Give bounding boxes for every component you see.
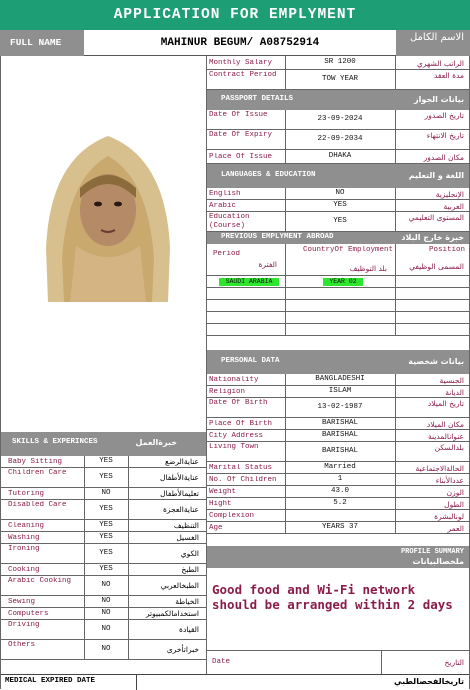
personal-row (207, 498, 470, 510)
date-divider (381, 651, 382, 674)
skill-label: Arabic Cooking (8, 577, 72, 585)
personal-row-value: 43.0 (330, 487, 349, 495)
previous-row-divider-2 (395, 324, 396, 336)
personal-row-arabic: مكان الميلاد (426, 419, 464, 429)
period-label: Period (213, 250, 241, 258)
personal-row-label: City Address (209, 431, 264, 440)
page-title: APPLICATION FOR EMPLYMENT (0, 0, 470, 30)
language-row-label: English (209, 189, 241, 198)
skill-label: Cleaning (8, 521, 45, 530)
previous-row-divider-1 (285, 300, 286, 312)
position-arabic: المسمى الوظيفي (409, 262, 464, 271)
skill-arabic: استخدامالكمبيوتر (145, 609, 199, 618)
previous-divider-1 (285, 244, 286, 276)
previous-header-title: PREVIOUS EMPLYMENT ABROAD (221, 233, 334, 241)
contract-row (207, 70, 470, 90)
previous-country: SAUDI ARABIA (219, 278, 279, 286)
languages-header-title: LANGUAGES & EDUCATION (221, 171, 316, 179)
personal-row-arabic: الوزن (446, 487, 464, 497)
skill-value: YES (99, 473, 113, 481)
date-label: Date (212, 658, 231, 666)
skill-arabic: التنظيف (173, 521, 199, 530)
personal-row-label: Complexion (209, 511, 255, 520)
language-row-arabic: المستوى التعليمي (408, 213, 464, 222)
previous-row (207, 324, 470, 336)
personal-row (207, 442, 470, 462)
previous-row-divider-2 (395, 312, 396, 324)
profile-summary-text: Good food and Wi-Fi network should be arranged within 2 days (212, 582, 453, 612)
personal-row-label: Age (209, 523, 223, 532)
skill-row (0, 468, 207, 488)
skill-value: YES (99, 505, 113, 513)
skill-arabic: عنايةالعجزة (162, 505, 199, 514)
personal-row-value: BARISHAL (321, 419, 358, 427)
previous-header (207, 232, 470, 244)
language-row-arabic: الإنجليزية (435, 189, 464, 199)
previous-period: YEAR 02 (323, 278, 363, 286)
skill-label: Sewing (8, 597, 36, 606)
skill-value: NO (101, 581, 111, 589)
skill-value: NO (101, 489, 111, 497)
personal-row-divider-1 (285, 510, 286, 522)
personal-row-arabic: بلدالسكن (434, 443, 464, 452)
personal-header (207, 350, 470, 374)
skill-arabic: عنايةالرضع (165, 457, 199, 466)
personal-row-value: 5.2 (333, 499, 347, 507)
country-arabic: بلد التوظيف (349, 264, 387, 273)
personal-row (207, 486, 470, 498)
skill-label: Baby Sitting (8, 457, 63, 466)
personal-row (207, 522, 470, 534)
previous-row-divider-1 (285, 312, 286, 324)
personal-row-label: Marital Status (209, 463, 273, 472)
skill-arabic: خبراتأخرى (166, 645, 199, 654)
personal-row (207, 462, 470, 474)
skill-label: Children Care (8, 469, 67, 477)
passport-row (207, 110, 470, 130)
skill-label: Others (8, 641, 36, 649)
personal-row-arabic: تاريخ الميلاد (427, 399, 464, 408)
medical-label: MEDICAL EXPIRED DATE (5, 677, 96, 685)
personal-row (207, 418, 470, 430)
personal-row-value: Married (324, 463, 356, 471)
personal-row-value: BANGLADESHI (315, 375, 365, 383)
personal-row-value: BARISHAL (321, 447, 358, 455)
contract-row-value: TOW YEAR (321, 75, 358, 83)
skill-row (0, 520, 207, 532)
passport-header (207, 90, 470, 110)
previous-row-divider-1 (285, 324, 286, 336)
personal-row (207, 430, 470, 442)
passport-row-value: 23-09-2024 (317, 115, 363, 123)
personal-row (207, 474, 470, 486)
personal-row-value: YEARS 37 (321, 523, 358, 531)
skill-label: Disabled Care (8, 501, 67, 509)
passport-row-label: Date Of Expiry (209, 131, 273, 139)
skill-label: Cooking (8, 565, 40, 574)
skill-row (0, 640, 207, 660)
passport-row-label: Date Of Issue (209, 111, 268, 119)
skill-arabic: القيادة (179, 625, 199, 634)
personal-row (207, 386, 470, 398)
previous-columns (207, 244, 470, 276)
skill-value: NO (101, 625, 111, 633)
language-row-value: YES (333, 217, 347, 225)
personal-row-value: 1 (337, 475, 343, 483)
language-row-arabic: العربية (443, 201, 464, 211)
skills-arabic: خبرةالعمل (135, 438, 177, 447)
language-row-label: Arabic (209, 201, 237, 210)
medical-row (0, 674, 470, 689)
personal-row-value: ISLAM (328, 387, 352, 395)
date-row (207, 650, 470, 674)
previous-header-arabic: خبرة خارج البلاد (401, 233, 464, 242)
skill-value: YES (99, 521, 113, 529)
previous-row-divider-1 (285, 276, 286, 288)
skills-header (0, 432, 207, 456)
personal-row-label: Living Town (209, 443, 259, 451)
personal-header-arabic: بيانات شخصية (408, 357, 464, 366)
skill-row (0, 488, 207, 500)
passport-row-value: DHAKA (328, 152, 352, 160)
profile-summary-title: PROFILE SUMMARY (400, 548, 464, 556)
profile-summary-header (207, 546, 470, 568)
passport-row-arabic: مكان الصدور (423, 152, 464, 162)
personal-row-arabic: لونالبشرة (434, 511, 464, 521)
skill-arabic: الكوي (180, 549, 199, 558)
skill-row (0, 620, 207, 640)
personal-row-label: Place Of Birth (209, 419, 273, 428)
salary-row-label: Monthly Salary (209, 58, 273, 67)
previous-row-divider-1 (285, 288, 286, 300)
medical-arabic: تاريخالفحصالطبي (394, 677, 464, 686)
passport-header-title: PASSPORT DETAILS (221, 95, 294, 103)
contract-row-arabic: مدة العقد (434, 71, 464, 80)
skill-arabic: تعليمالأطفال (160, 489, 199, 498)
applicant-photo (28, 118, 188, 302)
medical-divider (136, 675, 137, 690)
skill-value: YES (99, 549, 113, 557)
skill-row (0, 608, 207, 620)
skill-value: YES (99, 457, 113, 465)
salary-row (207, 56, 470, 70)
salary-row-arabic: الراتب الشهري (417, 58, 464, 68)
previous-row-divider-2 (395, 276, 396, 288)
full-name-value: MAHINUR BEGUM/ A08752914 (160, 37, 320, 49)
previous-divider-2 (395, 244, 396, 276)
previous-row (207, 288, 470, 300)
personal-row-arabic: عنوانالمدينة (428, 431, 464, 441)
period-arabic: الفترة (258, 260, 277, 269)
previous-row (207, 300, 470, 312)
personal-row-label: Religion (209, 387, 246, 396)
skill-label: Tutoring (8, 489, 45, 498)
personal-row-arabic: الحالةالاجتماعية (415, 463, 464, 473)
personal-row-label: Hight (209, 499, 232, 508)
skill-row (0, 456, 207, 468)
personal-row-arabic: عددالأبناء (435, 475, 464, 485)
skill-label: Washing (8, 533, 40, 542)
skill-value: NO (101, 645, 111, 653)
language-row (207, 200, 470, 212)
previous-row-divider-2 (395, 288, 396, 300)
skill-value: NO (101, 597, 111, 605)
skills-title: SKILLS & EXPERINCES (12, 438, 98, 446)
previous-row (207, 312, 470, 324)
skill-label: Driving (8, 621, 40, 629)
skill-label: Ironing (8, 545, 40, 553)
skill-row (0, 576, 207, 596)
language-row-label: Education (Course) (209, 213, 250, 230)
contract-row-label: Contract Period (209, 71, 277, 79)
passport-row-value: 22-09-2034 (317, 135, 363, 143)
country-label: CountryOf Employment (302, 246, 393, 254)
language-row-value: NO (335, 189, 345, 197)
skill-row (0, 532, 207, 544)
previous-row (207, 276, 470, 288)
personal-row-arabic: الديانة (445, 387, 464, 397)
skill-arabic: عنايةالأطفال (160, 473, 199, 482)
passport-row-arabic: تاريخ الانتهاء (426, 131, 464, 140)
personal-row-label: Date Of Birth (209, 399, 268, 407)
salary-row-value: SR 1200 (324, 58, 356, 66)
personal-row (207, 510, 470, 522)
passport-row-arabic: تاريخ الصدور (424, 111, 464, 120)
personal-row-arabic: الجنسية (439, 375, 464, 385)
personal-row-value: BARISHAL (321, 431, 358, 439)
skill-row (0, 596, 207, 608)
language-row-value: YES (333, 201, 347, 209)
passport-row (207, 150, 470, 164)
personal-row-arabic: الطول (444, 499, 464, 509)
skill-arabic: الطبخ (181, 565, 199, 574)
passport-row (207, 130, 470, 150)
skill-value: YES (99, 533, 113, 541)
skill-row (0, 544, 207, 564)
passport-header-arabic: بيانات الجواز (414, 95, 464, 104)
skill-arabic: الخياطة (175, 597, 199, 606)
personal-row-label: No. Of Children (209, 475, 277, 484)
date-arabic: التاريخ (444, 658, 464, 667)
skill-arabic: الطبخالعربي (160, 581, 199, 590)
skill-value: YES (99, 565, 113, 573)
personal-row (207, 398, 470, 418)
languages-header-arabic: اللغة و التعليم (408, 171, 464, 180)
language-row (207, 212, 470, 232)
language-row (207, 188, 470, 200)
personal-row-value: 13-02-1987 (317, 403, 363, 411)
languages-header (207, 164, 470, 188)
personal-row (207, 374, 470, 386)
skill-row (0, 564, 207, 576)
personal-header-title: PERSONAL DATA (221, 357, 280, 365)
passport-row-label: Place Of Issue (209, 152, 273, 161)
personal-row-label: Nationality (209, 375, 259, 384)
skill-arabic: الغسيل (176, 533, 199, 542)
skill-label: Computers (8, 609, 49, 618)
left-border (0, 56, 1, 689)
personal-row-label: Weight (209, 487, 237, 496)
column-divider (206, 56, 207, 674)
profile-summary-arabic: ملخصالبيانات (412, 557, 464, 566)
skill-value: NO (101, 609, 111, 617)
skill-row (0, 500, 207, 520)
personal-row-arabic: العمر (447, 523, 464, 533)
position-label: Position (428, 246, 465, 254)
full-name-label: FULL NAME (0, 30, 84, 56)
previous-row-divider-2 (395, 300, 396, 312)
full-name-arabic: الاسم الكامل (396, 30, 470, 56)
